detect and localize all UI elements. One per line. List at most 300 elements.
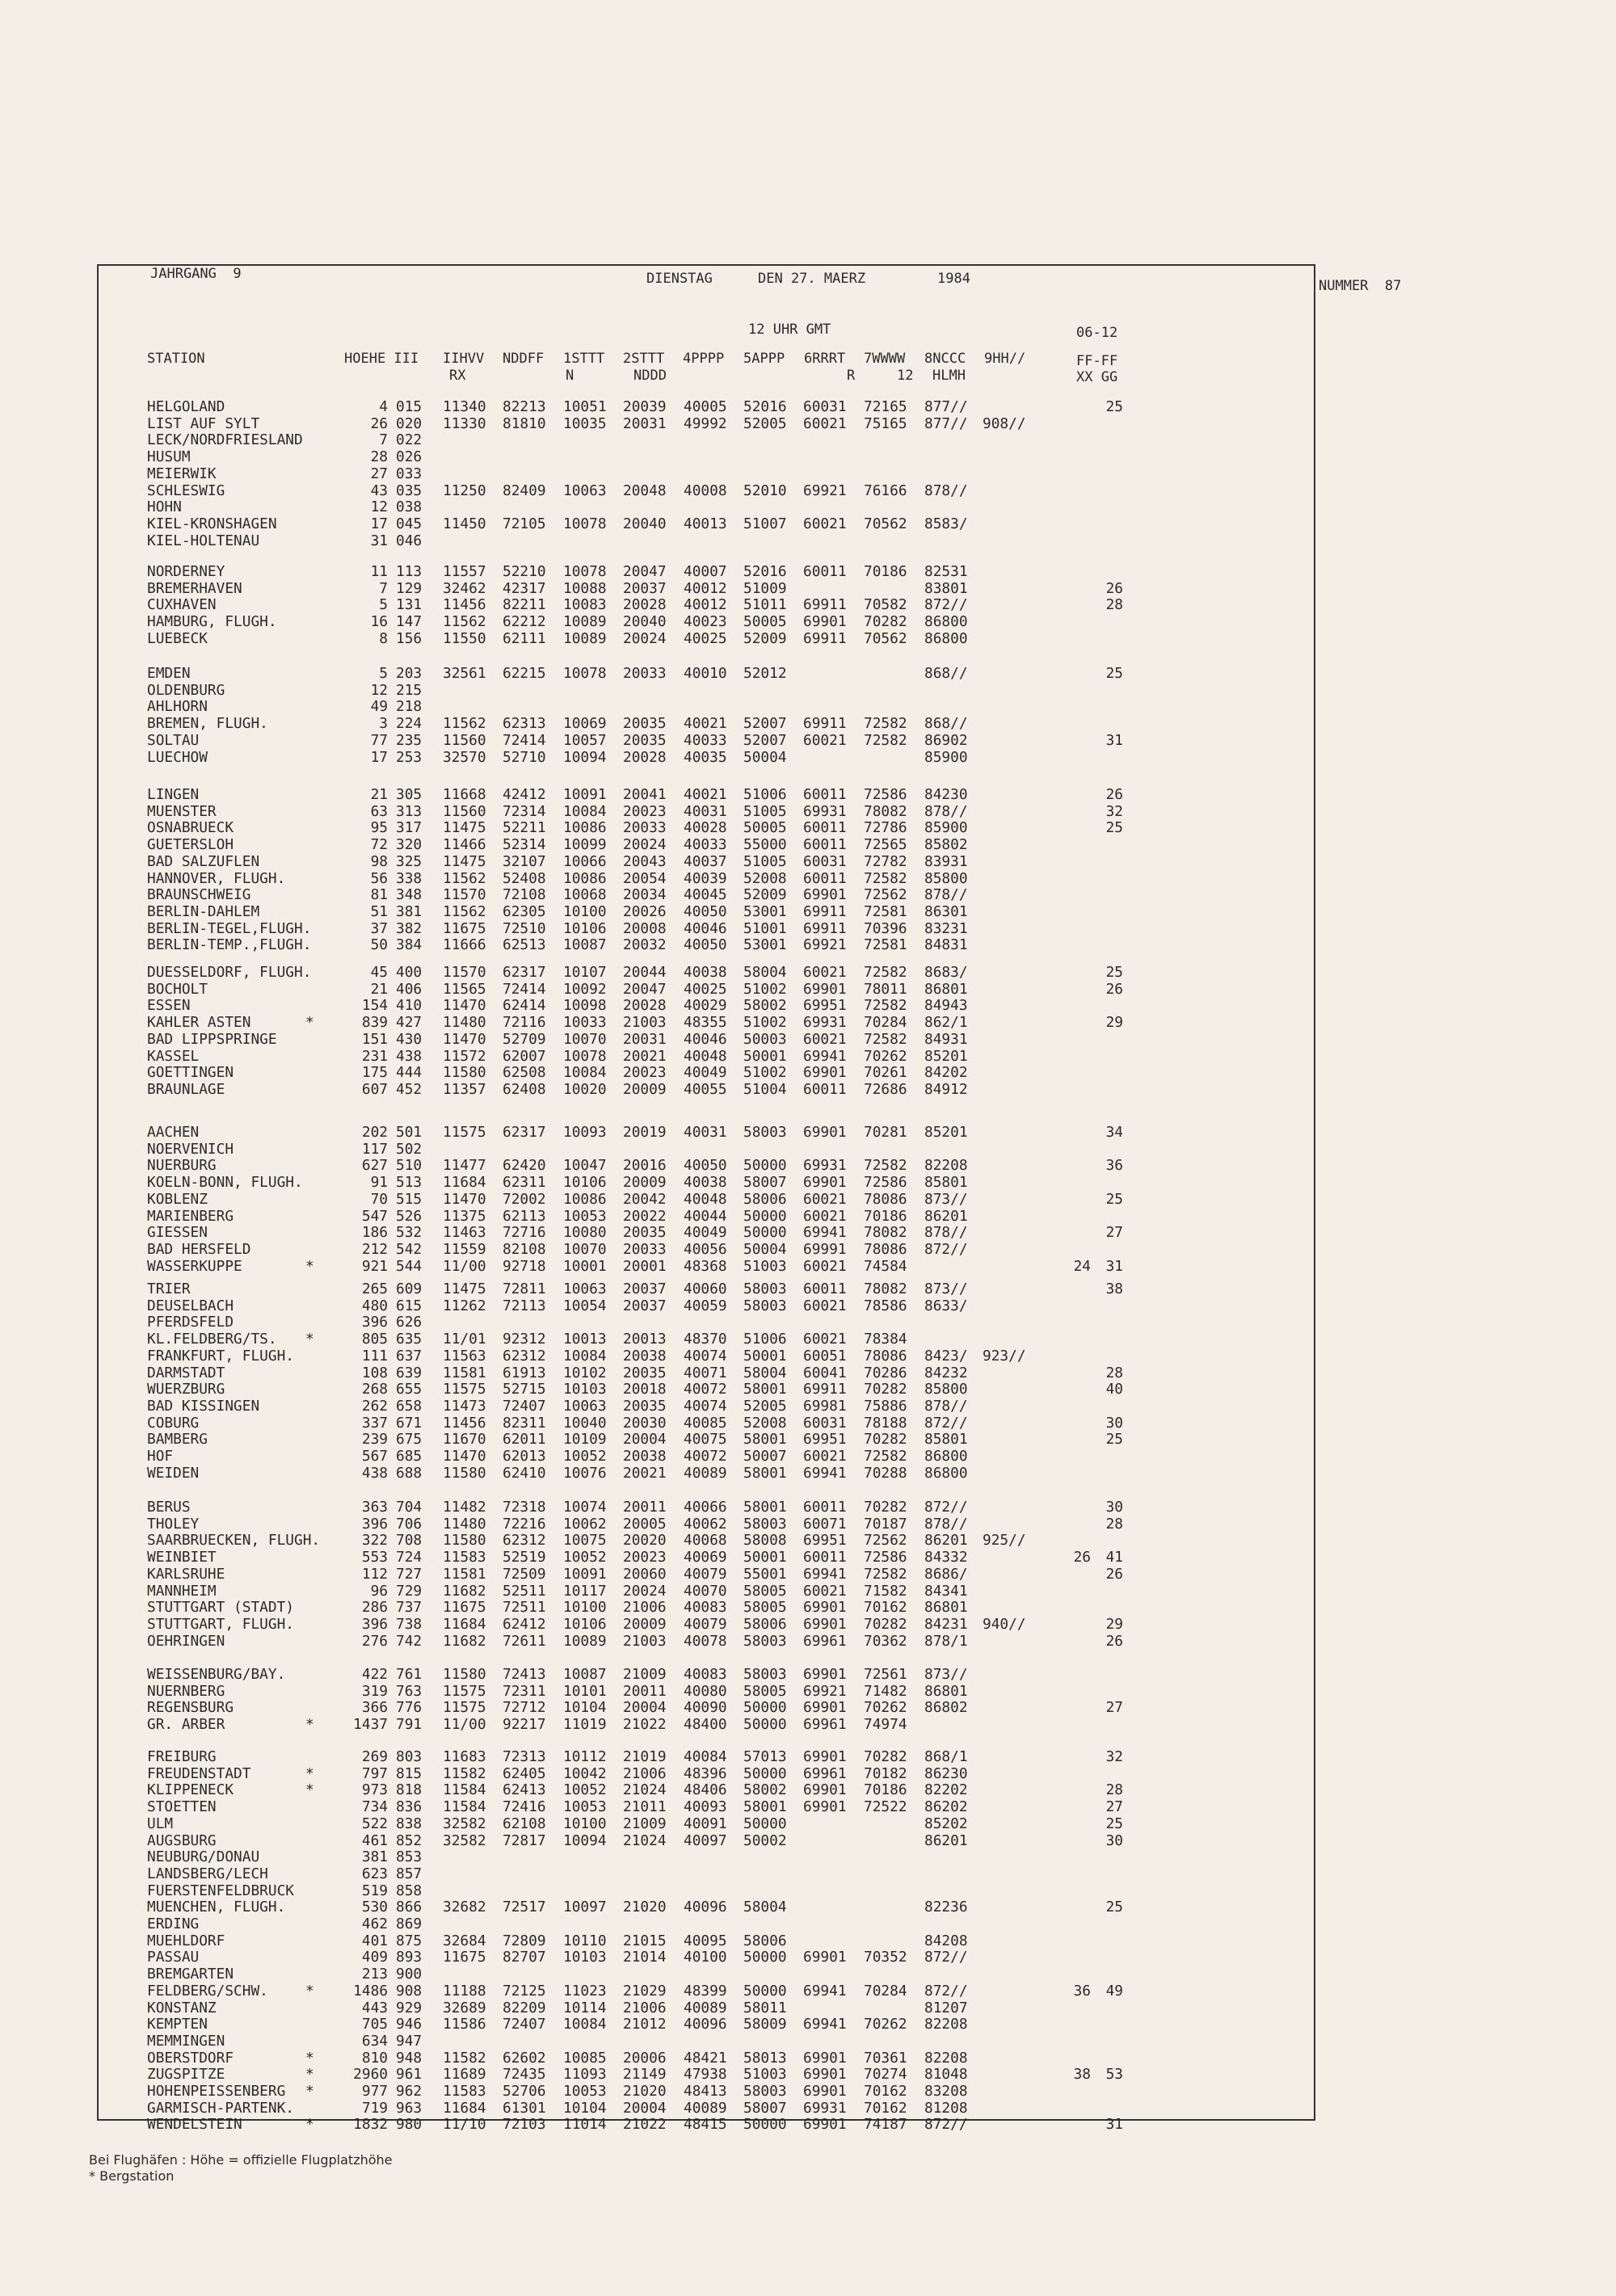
gust-max: 29 — [1105, 1014, 1123, 1032]
obs-group-9: 878// — [924, 802, 968, 820]
obs-group-5: 40046 — [684, 1030, 727, 1048]
station-name: THOLEY — [147, 1515, 200, 1533]
obs-group-3: 10092 — [563, 980, 607, 998]
obs-group-3: 10086 — [563, 1190, 607, 1208]
obs-group-3: 10102 — [563, 1364, 607, 1381]
obs-group-6: 52005 — [743, 414, 787, 432]
station-id: 131 — [396, 596, 423, 614]
obs-group-1: 32570 — [443, 748, 486, 766]
station-id: 763 — [396, 1682, 423, 1700]
obs-group-6: 58003 — [743, 1632, 787, 1650]
obs-group-8: 70274 — [864, 2066, 907, 2084]
obs-group-1: 11/10 — [443, 2116, 486, 2134]
gust-max: 30 — [1105, 1414, 1123, 1432]
obs-group-2: 72002 — [503, 1190, 546, 1208]
gust-max: 34 — [1105, 1124, 1123, 1141]
obs-group-6: 58008 — [743, 1532, 787, 1550]
gust-max: 30 — [1105, 1831, 1123, 1849]
station-height: 50 — [370, 936, 388, 954]
obs-group-3: 10097 — [563, 1899, 607, 1916]
mountain-marker: * — [305, 1982, 314, 2000]
obs-group-3: 10069 — [563, 715, 607, 733]
station-id: 963 — [396, 2099, 423, 2117]
obs-group-2: 52211 — [503, 819, 546, 837]
obs-group-4: 20033 — [623, 665, 667, 682]
gust-max: 36 — [1105, 1157, 1123, 1175]
obs-group-1: 11357 — [443, 1080, 486, 1098]
station-name: MARIENBERG — [147, 1207, 234, 1225]
obs-group-1: 11340 — [443, 398, 486, 415]
station-height: 286 — [361, 1599, 388, 1617]
obs-group-5: 40031 — [684, 802, 727, 820]
obs-group-5: 40089 — [684, 2099, 727, 2117]
obs-group-3: 10084 — [563, 1064, 607, 1082]
obs-group-6: 51001 — [743, 919, 787, 937]
obs-group-4: 20048 — [623, 481, 667, 499]
obs-group-8: 78082 — [864, 1224, 907, 1242]
obs-group-9: 878// — [924, 886, 968, 904]
obs-group-1: 11670 — [443, 1431, 486, 1449]
station-height: 77 — [370, 731, 388, 749]
station-height: 70 — [370, 1190, 388, 1208]
obs-group-1: 11684 — [443, 2099, 486, 2117]
obs-group-7: 69941 — [803, 1565, 847, 1583]
obs-group-8: 78086 — [864, 1190, 907, 1208]
station-name: NUERBURG — [147, 1157, 217, 1175]
col-1sttt: 1STTT — [563, 351, 605, 367]
station-id: 637 — [396, 1347, 423, 1365]
station-id: 706 — [396, 1515, 423, 1533]
obs-group-1: 11450 — [443, 515, 486, 532]
station-height: 5 — [379, 665, 388, 682]
obs-group-5: 40025 — [684, 629, 727, 647]
obs-group-7: 69931 — [803, 802, 847, 820]
station-id: 858 — [396, 1882, 423, 1899]
station-height: 396 — [361, 1615, 388, 1633]
obs-group-7: 60011 — [803, 1280, 847, 1297]
station-name: SAARBRUECKEN, FLUGH. — [147, 1532, 321, 1550]
obs-group-6: 58005 — [743, 1682, 787, 1700]
obs-group-5: 40039 — [684, 869, 727, 887]
obs-group-4: 20035 — [623, 1397, 667, 1415]
obs-group-1: 11581 — [443, 1565, 486, 1583]
obs-group-4: 20021 — [623, 1464, 667, 1482]
obs-group-7: 60011 — [803, 1080, 847, 1098]
station-id: 218 — [396, 698, 423, 716]
obs-group-1: 11570 — [443, 964, 486, 981]
station-id: 737 — [396, 1599, 423, 1617]
obs-group-9: 85900 — [924, 819, 968, 837]
station-name: DEUSELBACH — [147, 1297, 234, 1314]
obs-group-5: 49992 — [684, 414, 727, 432]
obs-group-1: 11262 — [443, 1297, 486, 1314]
obs-group-2: 52709 — [503, 1030, 546, 1048]
station-id: 406 — [396, 980, 423, 998]
obs-group-4: 20013 — [623, 1331, 667, 1348]
obs-group-8: 74187 — [864, 2116, 907, 2134]
station-name: KARLSRUHE — [147, 1565, 225, 1583]
observation-time: 12 UHR GMT — [748, 322, 831, 338]
obs-group-5: 40093 — [684, 1798, 727, 1816]
obs-group-2: 72108 — [503, 886, 546, 904]
station-id: 857 — [396, 1865, 423, 1882]
obs-group-2: 62111 — [503, 629, 546, 647]
obs-group-7: 69921 — [803, 481, 847, 499]
obs-group-7: 69901 — [803, 2116, 847, 2134]
obs-group-2: 62312 — [503, 1532, 546, 1550]
obs-group-1: 11580 — [443, 1532, 486, 1550]
obs-group-5: 40021 — [684, 715, 727, 733]
station-name: GR. ARBER — [147, 1716, 225, 1734]
obs-group-2: 52511 — [503, 1582, 546, 1600]
obs-group-3: 10100 — [563, 1599, 607, 1617]
obs-group-6: 58003 — [743, 1666, 787, 1683]
station-id: 325 — [396, 852, 423, 870]
obs-group-5: 40049 — [684, 1064, 727, 1082]
station-name: OBERSTDORF — [147, 2049, 234, 2067]
station-name: LIST AUF SYLT — [147, 414, 260, 432]
obs-group-7: 60041 — [803, 1364, 847, 1381]
obs-group-5: 40012 — [684, 579, 727, 597]
obs-group-6: 50005 — [743, 819, 787, 837]
obs-group-6: 50000 — [743, 1699, 787, 1717]
period-label: 06-12 — [1076, 325, 1118, 341]
station-id: 727 — [396, 1565, 423, 1583]
obs-group-4: 20004 — [623, 1699, 667, 1717]
obs-group-7: 69911 — [803, 919, 847, 937]
obs-group-3: 10084 — [563, 2016, 607, 2033]
station-name: BREMERHAVEN — [147, 579, 242, 597]
obs-group-4: 21003 — [623, 1632, 667, 1650]
obs-group-8: 70281 — [864, 1124, 907, 1141]
obs-group-4: 20024 — [623, 1582, 667, 1600]
obs-group-5: 40100 — [684, 1949, 727, 1966]
station-height: 21 — [370, 786, 388, 803]
obs-group-7: 69901 — [803, 1781, 847, 1799]
gust-max: 25 — [1105, 1815, 1123, 1832]
obs-group-1: 11572 — [443, 1047, 486, 1065]
obs-group-3: 10047 — [563, 1157, 607, 1175]
obs-group-9: 81208 — [924, 2099, 968, 2117]
obs-group-8: 70186 — [864, 1207, 907, 1225]
obs-group-6: 50000 — [743, 1982, 787, 2000]
obs-group-4: 20028 — [623, 596, 667, 614]
obs-group-1: 11560 — [443, 731, 486, 749]
obs-group-1: 32582 — [443, 1831, 486, 1849]
obs-group-9: 872// — [924, 1414, 968, 1432]
obs-group-1: 11565 — [443, 980, 486, 998]
issue-number: NUMMER 87 — [1319, 278, 1402, 294]
obs-group-7: 69921 — [803, 1682, 847, 1700]
obs-group-3: 10084 — [563, 802, 607, 820]
obs-group-7: 60021 — [803, 1190, 847, 1208]
col-2sttt: 2STTT — [623, 351, 665, 367]
station-name: LINGEN — [147, 786, 200, 803]
obs-group-2: 81810 — [503, 414, 546, 432]
station-height: 16 — [370, 613, 388, 631]
obs-group-2: 62215 — [503, 665, 546, 682]
obs-group-3: 10054 — [563, 1297, 607, 1314]
obs-group-1: 11559 — [443, 1240, 486, 1258]
obs-group-4: 21020 — [623, 1899, 667, 1916]
obs-group-6: 58004 — [743, 1899, 787, 1916]
station-name: MUENCHEN, FLUGH. — [147, 1899, 286, 1916]
obs-group-4: 20018 — [623, 1381, 667, 1398]
obs-group-7: 69931 — [803, 1157, 847, 1175]
obs-group-1: 11581 — [443, 1364, 486, 1381]
station-id: 818 — [396, 1781, 423, 1799]
obs-group-1: 11/00 — [443, 1716, 486, 1734]
obs-group-3: 10104 — [563, 2099, 607, 2117]
station-id: 317 — [396, 819, 423, 837]
station-id: 893 — [396, 1949, 423, 1966]
station-name: ESSEN — [147, 997, 191, 1015]
obs-group-6: 58003 — [743, 1124, 787, 1141]
station-id: 962 — [396, 2083, 423, 2100]
obs-group-6: 50001 — [743, 1347, 787, 1365]
obs-group-3: 10053 — [563, 1207, 607, 1225]
station-id: 035 — [396, 481, 423, 499]
obs-group-4: 20008 — [623, 919, 667, 937]
obs-group-2: 62311 — [503, 1174, 546, 1192]
obs-group-4: 20038 — [623, 1347, 667, 1365]
day-label: DIENSTAG — [646, 271, 713, 287]
obs-group-7: 60011 — [803, 1549, 847, 1566]
obs-group-5: 40079 — [684, 1565, 727, 1583]
obs-group-4: 20024 — [623, 629, 667, 647]
obs-group-6: 51011 — [743, 596, 787, 614]
obs-group-7: 69921 — [803, 936, 847, 954]
obs-group-3: 10076 — [563, 1464, 607, 1482]
obs-group-5: 40055 — [684, 1080, 727, 1098]
obs-group-2: 72517 — [503, 1899, 546, 1916]
obs-group-8: 72582 — [864, 715, 907, 733]
obs-group-1: 11582 — [443, 2049, 486, 2067]
obs-group-7: 60011 — [803, 1499, 847, 1516]
obs-group-9: 86301 — [924, 902, 968, 920]
obs-group-1: 11682 — [443, 1632, 486, 1650]
station-id: 980 — [396, 2116, 423, 2134]
station-id: 946 — [396, 2016, 423, 2033]
obs-group-6: 50002 — [743, 1831, 787, 1849]
station-id: 510 — [396, 1157, 423, 1175]
obs-group-9: 86800 — [924, 1464, 968, 1482]
obs-group-9: 8423/ — [924, 1347, 968, 1365]
obs-group-9: 85802 — [924, 836, 968, 854]
obs-group-6: 58004 — [743, 1364, 787, 1381]
obs-group-6: 52009 — [743, 629, 787, 647]
year-label: 1984 — [937, 271, 970, 287]
obs-group-8: 72786 — [864, 819, 907, 837]
obs-group-5: 40023 — [684, 613, 727, 631]
col-iihvv-sub: RX — [449, 368, 466, 384]
obs-group-4: 21149 — [623, 2066, 667, 2084]
station-name: LECK/NORDFRIESLAND — [147, 431, 303, 449]
obs-group-6: 51009 — [743, 579, 787, 597]
obs-group-4: 21019 — [623, 1748, 667, 1765]
obs-group-4: 20038 — [623, 1448, 667, 1465]
station-name: AUGSBURG — [147, 1831, 217, 1849]
station-id: 615 — [396, 1297, 423, 1314]
station-id: 776 — [396, 1699, 423, 1717]
obs-group-1: 11550 — [443, 629, 486, 647]
obs-group-1: 11560 — [443, 802, 486, 820]
obs-group-6: 58001 — [743, 1381, 787, 1398]
mountain-marker: * — [305, 1781, 314, 1799]
obs-group-6: 50001 — [743, 1549, 787, 1566]
obs-group-2: 82213 — [503, 398, 546, 415]
obs-group-3: 10035 — [563, 414, 607, 432]
obs-group-2: 62212 — [503, 613, 546, 631]
station-id: 609 — [396, 1280, 423, 1297]
obs-group-9: 877// — [924, 414, 968, 432]
obs-group-2: 72313 — [503, 1748, 546, 1765]
obs-group-7: 69911 — [803, 715, 847, 733]
obs-group-3: 10084 — [563, 1347, 607, 1365]
station-height: 28 — [370, 448, 388, 466]
obs-group-6: 50000 — [743, 1949, 787, 1966]
obs-group-1: 11689 — [443, 2066, 486, 2084]
obs-group-4: 20047 — [623, 563, 667, 580]
station-name: GOETTINGEN — [147, 1064, 234, 1082]
obs-group-9: 872// — [924, 1240, 968, 1258]
obs-group-5: 40050 — [684, 936, 727, 954]
station-name: NORDERNEY — [147, 563, 225, 580]
station-id: 791 — [396, 1716, 423, 1734]
obs-group-6: 58004 — [743, 964, 787, 981]
obs-group-8: 71582 — [864, 1582, 907, 1600]
station-name: DUESSELDORF, FLUGH. — [147, 964, 312, 981]
obs-group-8: 70396 — [864, 919, 907, 937]
obs-group-1: 11477 — [443, 1157, 486, 1175]
obs-group-5: 40089 — [684, 1464, 727, 1482]
station-name: FRANKFURT, FLUGH. — [147, 1347, 294, 1365]
obs-group-5: 40079 — [684, 1615, 727, 1633]
mountain-marker: * — [305, 2066, 314, 2084]
station-name: PASSAU — [147, 1949, 200, 1966]
obs-group-6: 55001 — [743, 1565, 787, 1583]
obs-group-3: 10099 — [563, 836, 607, 854]
obs-group-6: 58009 — [743, 2016, 787, 2033]
gust-min: 38 — [1073, 2066, 1091, 2084]
obs-group-5: 40084 — [684, 1748, 727, 1765]
col-ffff: FF-FF — [1076, 353, 1118, 369]
obs-group-3: 10087 — [563, 936, 607, 954]
obs-group-1: 11473 — [443, 1397, 486, 1415]
station-height: 337 — [361, 1414, 388, 1432]
obs-group-9: 86801 — [924, 1599, 968, 1617]
obs-group-7: 60011 — [803, 819, 847, 837]
obs-group-2: 62513 — [503, 936, 546, 954]
obs-group-7: 69951 — [803, 1431, 847, 1449]
obs-group-1: 11675 — [443, 919, 486, 937]
obs-group-1: 11470 — [443, 1190, 486, 1208]
obs-group-7: 69911 — [803, 1381, 847, 1398]
obs-group-6: 52007 — [743, 731, 787, 749]
station-id: 635 — [396, 1331, 423, 1348]
obs-group-6: 50000 — [743, 1157, 787, 1175]
col-station: STATION — [147, 351, 205, 367]
station-name: MUENSTER — [147, 802, 217, 820]
obs-group-5: 40090 — [684, 1699, 727, 1717]
gust-min: 26 — [1073, 1549, 1091, 1566]
obs-group-6: 58002 — [743, 1781, 787, 1799]
obs-group-3: 10063 — [563, 1280, 607, 1297]
obs-group-9: 8583/ — [924, 515, 968, 532]
obs-group-3: 10053 — [563, 1798, 607, 1816]
obs-group-7: 69901 — [803, 1615, 847, 1633]
obs-group-2: 82707 — [503, 1949, 546, 1966]
obs-group-3: 11019 — [563, 1716, 607, 1734]
station-name: SOLTAU — [147, 731, 200, 749]
gust-max: 25 — [1105, 1431, 1123, 1449]
station-name: WEIDEN — [147, 1464, 200, 1482]
station-height: 634 — [361, 2032, 388, 2050]
obs-group-2: 52715 — [503, 1381, 546, 1398]
obs-group-9: 84943 — [924, 997, 968, 1015]
station-id: 658 — [396, 1397, 423, 1415]
obs-group-1: 11475 — [443, 1280, 486, 1297]
station-name: LUEBECK — [147, 629, 208, 647]
col-5appp: 5APPP — [743, 351, 785, 367]
station-height: 462 — [361, 1915, 388, 1932]
obs-group-4: 21011 — [623, 1798, 667, 1816]
obs-group-1: 32689 — [443, 1999, 486, 2016]
obs-group-3: 10089 — [563, 629, 607, 647]
station-name: HOHENPEISSENBERG — [147, 2083, 286, 2100]
obs-group-8: 70162 — [864, 2083, 907, 2100]
obs-group-6: 50000 — [743, 1815, 787, 1832]
station-id: 866 — [396, 1899, 423, 1916]
obs-group-8: 78011 — [864, 980, 907, 998]
col-6rrrt-sub: R — [847, 368, 856, 384]
station-id: 742 — [396, 1632, 423, 1650]
obs-group-3: 10052 — [563, 1781, 607, 1799]
obs-group-6: 58001 — [743, 1798, 787, 1816]
obs-group-8: 70186 — [864, 563, 907, 580]
mountain-marker: * — [305, 2049, 314, 2067]
station-height: 810 — [361, 2049, 388, 2067]
obs-group-6: 52009 — [743, 886, 787, 904]
station-id: 427 — [396, 1014, 423, 1032]
col-2sttt-sub: NDDD — [633, 368, 667, 384]
station-name: STUTTGART, FLUGH. — [147, 1615, 294, 1633]
station-height: 239 — [361, 1431, 388, 1449]
station-id: 147 — [396, 613, 423, 631]
obs-group-5: 40060 — [684, 1280, 727, 1297]
obs-group-2: 62013 — [503, 1448, 546, 1465]
obs-group-9: 86201 — [924, 1207, 968, 1225]
station-name: HANNOVER, FLUGH. — [147, 869, 286, 887]
obs-group-6: 51003 — [743, 2066, 787, 2084]
station-height: 45 — [370, 964, 388, 981]
station-name: NOERVENICH — [147, 1140, 234, 1158]
gust-max: 25 — [1105, 1190, 1123, 1208]
obs-group-7: 60021 — [803, 1331, 847, 1348]
obs-group-7: 69901 — [803, 1599, 847, 1617]
obs-group-7: 69901 — [803, 1174, 847, 1192]
station-height: 96 — [370, 1582, 388, 1600]
obs-group-2: 72716 — [503, 1224, 546, 1242]
obs-group-6: 58003 — [743, 2083, 787, 2100]
obs-group-3: 10063 — [563, 1397, 607, 1415]
obs-group-9: 84912 — [924, 1080, 968, 1098]
obs-group-9: 872// — [924, 1949, 968, 1966]
obs-group-3: 10068 — [563, 886, 607, 904]
station-id: 513 — [396, 1174, 423, 1192]
obs-group-9: 878/1 — [924, 1632, 968, 1650]
obs-group-9: 84208 — [924, 1932, 968, 1949]
